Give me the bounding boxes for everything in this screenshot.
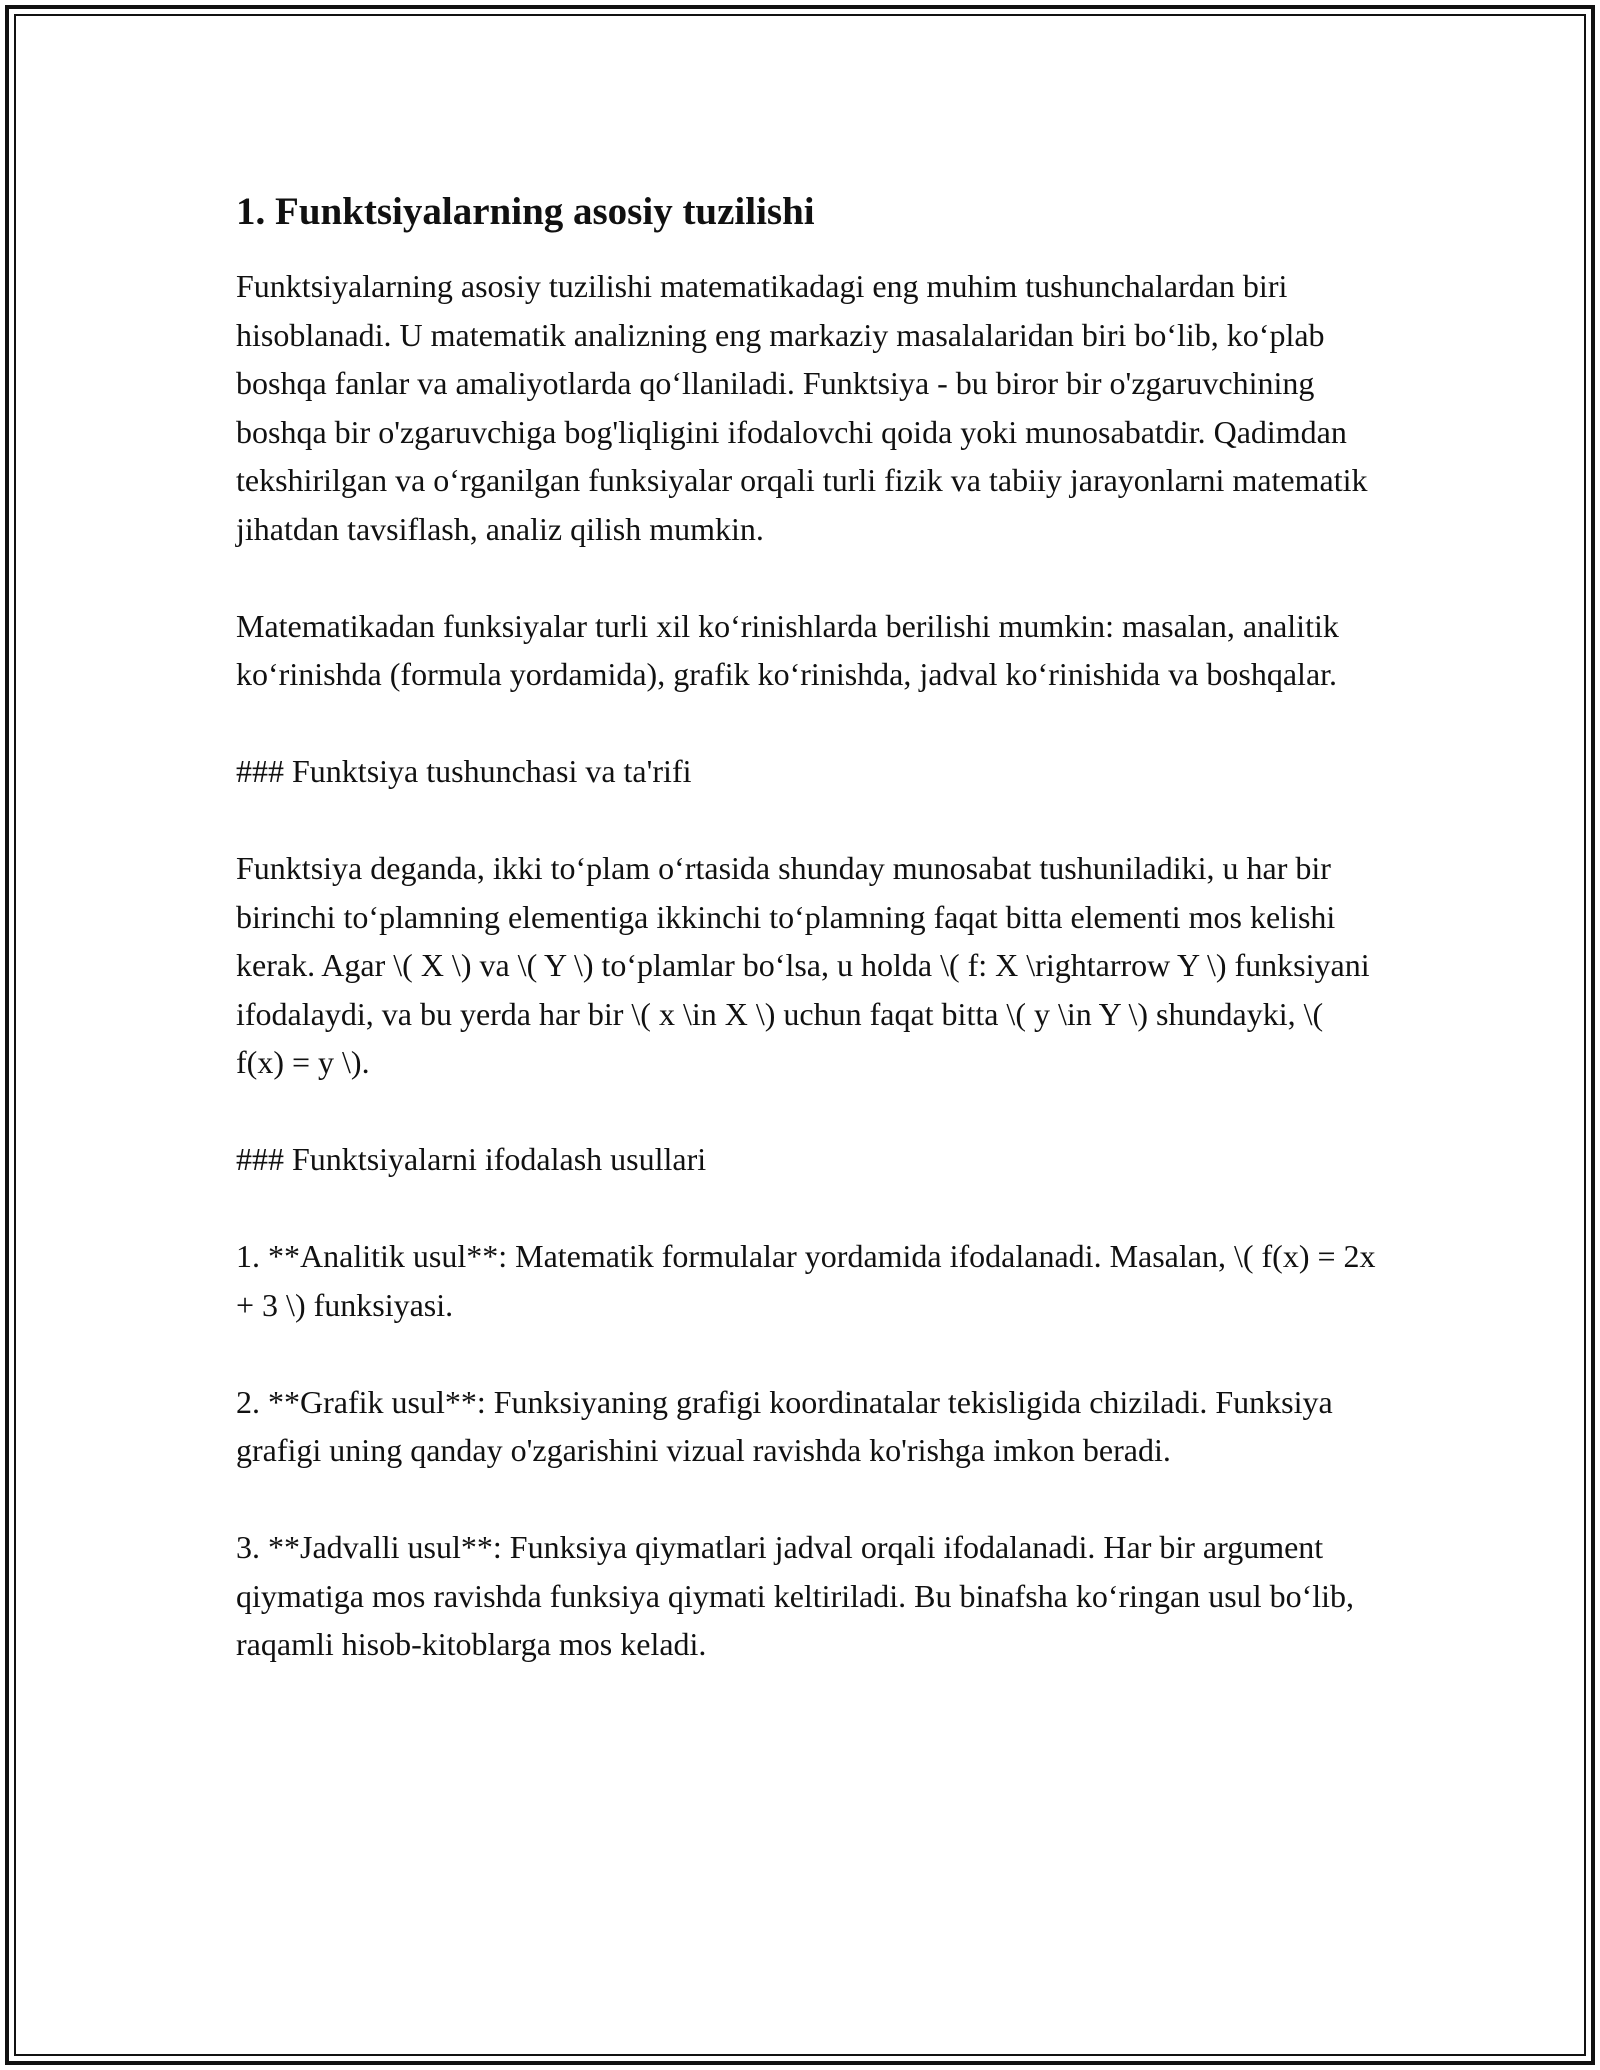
- subheading-definition: ### Funktsiya tushunchasi va ta'rifi: [236, 753, 692, 789]
- document-title: 1. Funktsiyalarning asosiy tuzilishi: [236, 190, 815, 233]
- list-item-table: 3. **Jadvalli usul**: Funksiya qiymatlari jadval orqali ifodalanadi. Har bir argument qiymatiga mos ravishda funksiya qiymati keltiriladi. Bu binafsha ko‘ringan usul bo‘lib, raqamli hisob-kitoblarga mos keladi.: [236, 1529, 1355, 1662]
- list-item-analytic: 1. **Analitik usul**: Matematik formulalar yordamida ifodalanadi. Masalan, \( f(x) = 2x + 3 \) funksiyasi.: [236, 1238, 1376, 1323]
- paragraph-intro: Funktsiyalarning asosiy tuzilishi matematikadagi eng muhim tushunchalardan biri hisoblanadi. U matematik analizning eng markaziy masalalaridan biri bo‘lib, ko‘plab boshqa fanlar va amaliyotlarda qo‘llaniladi. Funktsiya - bu biror bir o'zgaruvchining boshqa bir o'zgaruvchiga bog'liqligini ifodalovchi qoida yoki munosabatdir. Qadimdan tekshirilgan va o‘rganilgan funksiyalar orqali turli fizik va tabiiy jarayonlarni matematik jihatdan tavsiflash, analiz qilish mumkin.: [236, 268, 1368, 547]
- list-item-graphic: 2. **Grafik usul**: Funksiyaning grafigi koordinatalar tekisligida chiziladi. Funksiya grafigi uning qanday o'zgarishini vizual ravishda ko'rishga imkon beradi.: [236, 1383, 1333, 1468]
- paragraph-representations: Matematikadan funksiyalar turli xil ko‘rinishlarda berilishi mumkin: masalan, analitik ko‘rinishda (formula yordamida), grafik ko‘rinishda, jadval ko‘rinishida va boshqalar.: [236, 607, 1339, 692]
- document-body: [236, 188, 1376, 1669]
- subheading-methods: ### Funktsiyalarni ifodalash usullari: [236, 1141, 707, 1177]
- paragraph-definition: Funktsiya deganda, ikki to‘plam o‘rtasida shunday munosabat tushuniladiki, u har bir birinchi to‘plamning elementiga ikkinchi to‘plamning faqat bitta elementi mos kelishi kerak. Agar \( X \) va \( Y \) to‘plamlar bo‘lsa, u holda \( f: X \rightarrow Y \) funksiyani ifodalaydi, va bu yerda har bir \( x \in X \) uchun faqat bitta \( y \in Y \) shundayki, \( f(x) = y \).: [236, 850, 1370, 1080]
